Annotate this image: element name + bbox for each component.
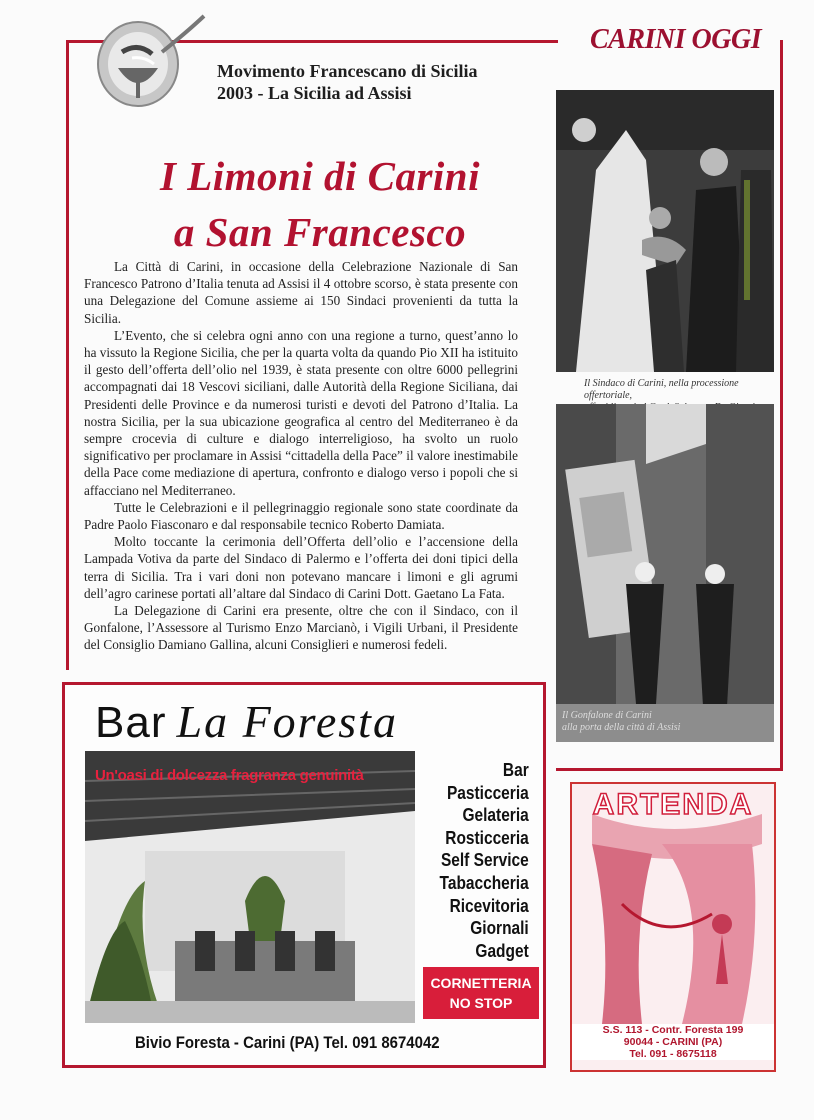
article-body: [84, 258, 518, 654]
section-header: [217, 60, 477, 104]
movement-logo: [92, 12, 210, 108]
article-paragraph: L’Evento, che si celebra ogni anno con una regione a turno, quest’anno lo ha vissuto la Regione Sicilia, che per la quarta volta da quando Pio XII ha istituito il gesto dell’offerta dell’olio nel 1939, è stata presente con oltre 6000 pellegrini accompagnati dai 18 Vescovi siciliani, dalle Autorità della Regione Siciliana, dai Presidenti delle Province e da numerosi turisti e devoti del Patrono d’Italia. La nostra Sicilia, per la sua ubicazione geografica al centro del Mediterraneo è da sempre crocevia di culture e dialogo interreligioso, ha svolto un ruolo significativo per proclamare in Assisi “cittadella della Pace” il valore inestimabile della Pace come mediazione di apertura, confronto e dialogo verso i popoli che si affacciano nel Mediterraneo.: [84, 327, 518, 498]
service-item: Self Service: [441, 850, 529, 871]
bar-ad-slogan: Un'oasi di dolcezza fragranza genuinità: [95, 767, 364, 784]
cornetteria-line: CORNETTERIA: [430, 975, 532, 991]
artenda-name: ARTENDA: [592, 788, 754, 821]
header-line-2: 2003 - La Sicilia ad Assisi: [217, 83, 412, 103]
photo-gonfalone: [556, 404, 774, 742]
masthead: CARINI OGGI: [590, 24, 762, 55]
bar-la-foresta-ad: [62, 682, 546, 1068]
photo-gonfalone-caption: [562, 710, 762, 734]
artenda-ad: [570, 782, 776, 1072]
title-line-1: I Limoni di Carini: [159, 153, 480, 199]
cornetteria-badge: [423, 967, 539, 1019]
article-title: [100, 148, 540, 260]
service-item: Giornali: [470, 918, 529, 939]
title-line-2: a San Francesco: [173, 209, 467, 255]
bar-ad-name-plain: Bar: [95, 698, 167, 747]
service-item: Gelateria: [462, 805, 529, 826]
service-item: Rosticceria: [445, 827, 529, 848]
caption-line: Il Gonfalone di Carini: [562, 710, 652, 721]
service-item: Tabaccheria: [439, 872, 529, 893]
article-paragraph: La Città di Carini, in occasione della Celebrazione Nazionale di San Francesco Patrono d’Italia tenuta ad Assisi il 4 ottobre scorso, è stata presente con una Delegazione del Comune assieme ai 150 Sindaci provenienti da tutta la Sicilia.: [84, 259, 518, 326]
address-line: S.S. 113 - Contr. Foresta 199: [602, 1024, 744, 1036]
service-item: Ricevitoria: [449, 895, 529, 916]
photo-offering: [556, 90, 774, 372]
cornetteria-line: NO STOP: [449, 995, 513, 1011]
caption-line: alla porta della città di Assisi: [562, 722, 681, 733]
article-paragraph: Tutte le Celebrazioni e il pellegrinaggio regionale sono state coordinate da Padre Paolo Fiasconaro e dal responsabile tecnico Roberto Damiata.: [84, 499, 518, 533]
header-line-1: Movimento Francescano di Sicilia: [217, 61, 478, 81]
frame-line-left: [66, 40, 69, 670]
article-paragraph: La Delegazione di Carini era presente, oltre che con il Sindaco, con il Gonfalone, l’Assessore al Turismo Enzo Marcianò, i Vigili Urbani, il Presidente del Consiglio Damiano Gallina, alcuni Consiglieri e numerosi fedeli.: [84, 603, 518, 653]
bar-ad-address: Bivio Foresta - Carini (PA) Tel. 091 8674042: [135, 1033, 440, 1052]
artenda-address: [572, 1024, 774, 1060]
bar-ad-name-script: La Foresta: [176, 696, 398, 747]
bar-ad-photo: [85, 751, 415, 1023]
frame-line-photo-bottom: [556, 768, 783, 771]
bar-ad-services: [440, 759, 529, 962]
address-line: Tel. 091 - 8675118: [629, 1048, 717, 1060]
address-line: 90044 - CARINI (PA): [623, 1036, 723, 1048]
service-item: Pasticceria: [447, 782, 529, 803]
bar-ad-title: [95, 695, 398, 748]
article-paragraph: Molto toccante la cerimonia dell’Offerta dell’olio e l’accensione della Lampada Votiva da parte del Sindaco di Palermo e l’offerta dei doni tipici della terra di Sicilia. Tra i vari doni non potevano mancare i limoni e gli agrumi dell’agro carinese portati all’altare dal Sindaco di Carini Dott. Gaetano La Fata.: [84, 534, 518, 601]
service-item: Gadget: [475, 940, 529, 961]
service-item: Bar: [503, 760, 529, 780]
caption-line: Il Sindaco di Carini, nella processione offertoriale,: [584, 378, 739, 401]
